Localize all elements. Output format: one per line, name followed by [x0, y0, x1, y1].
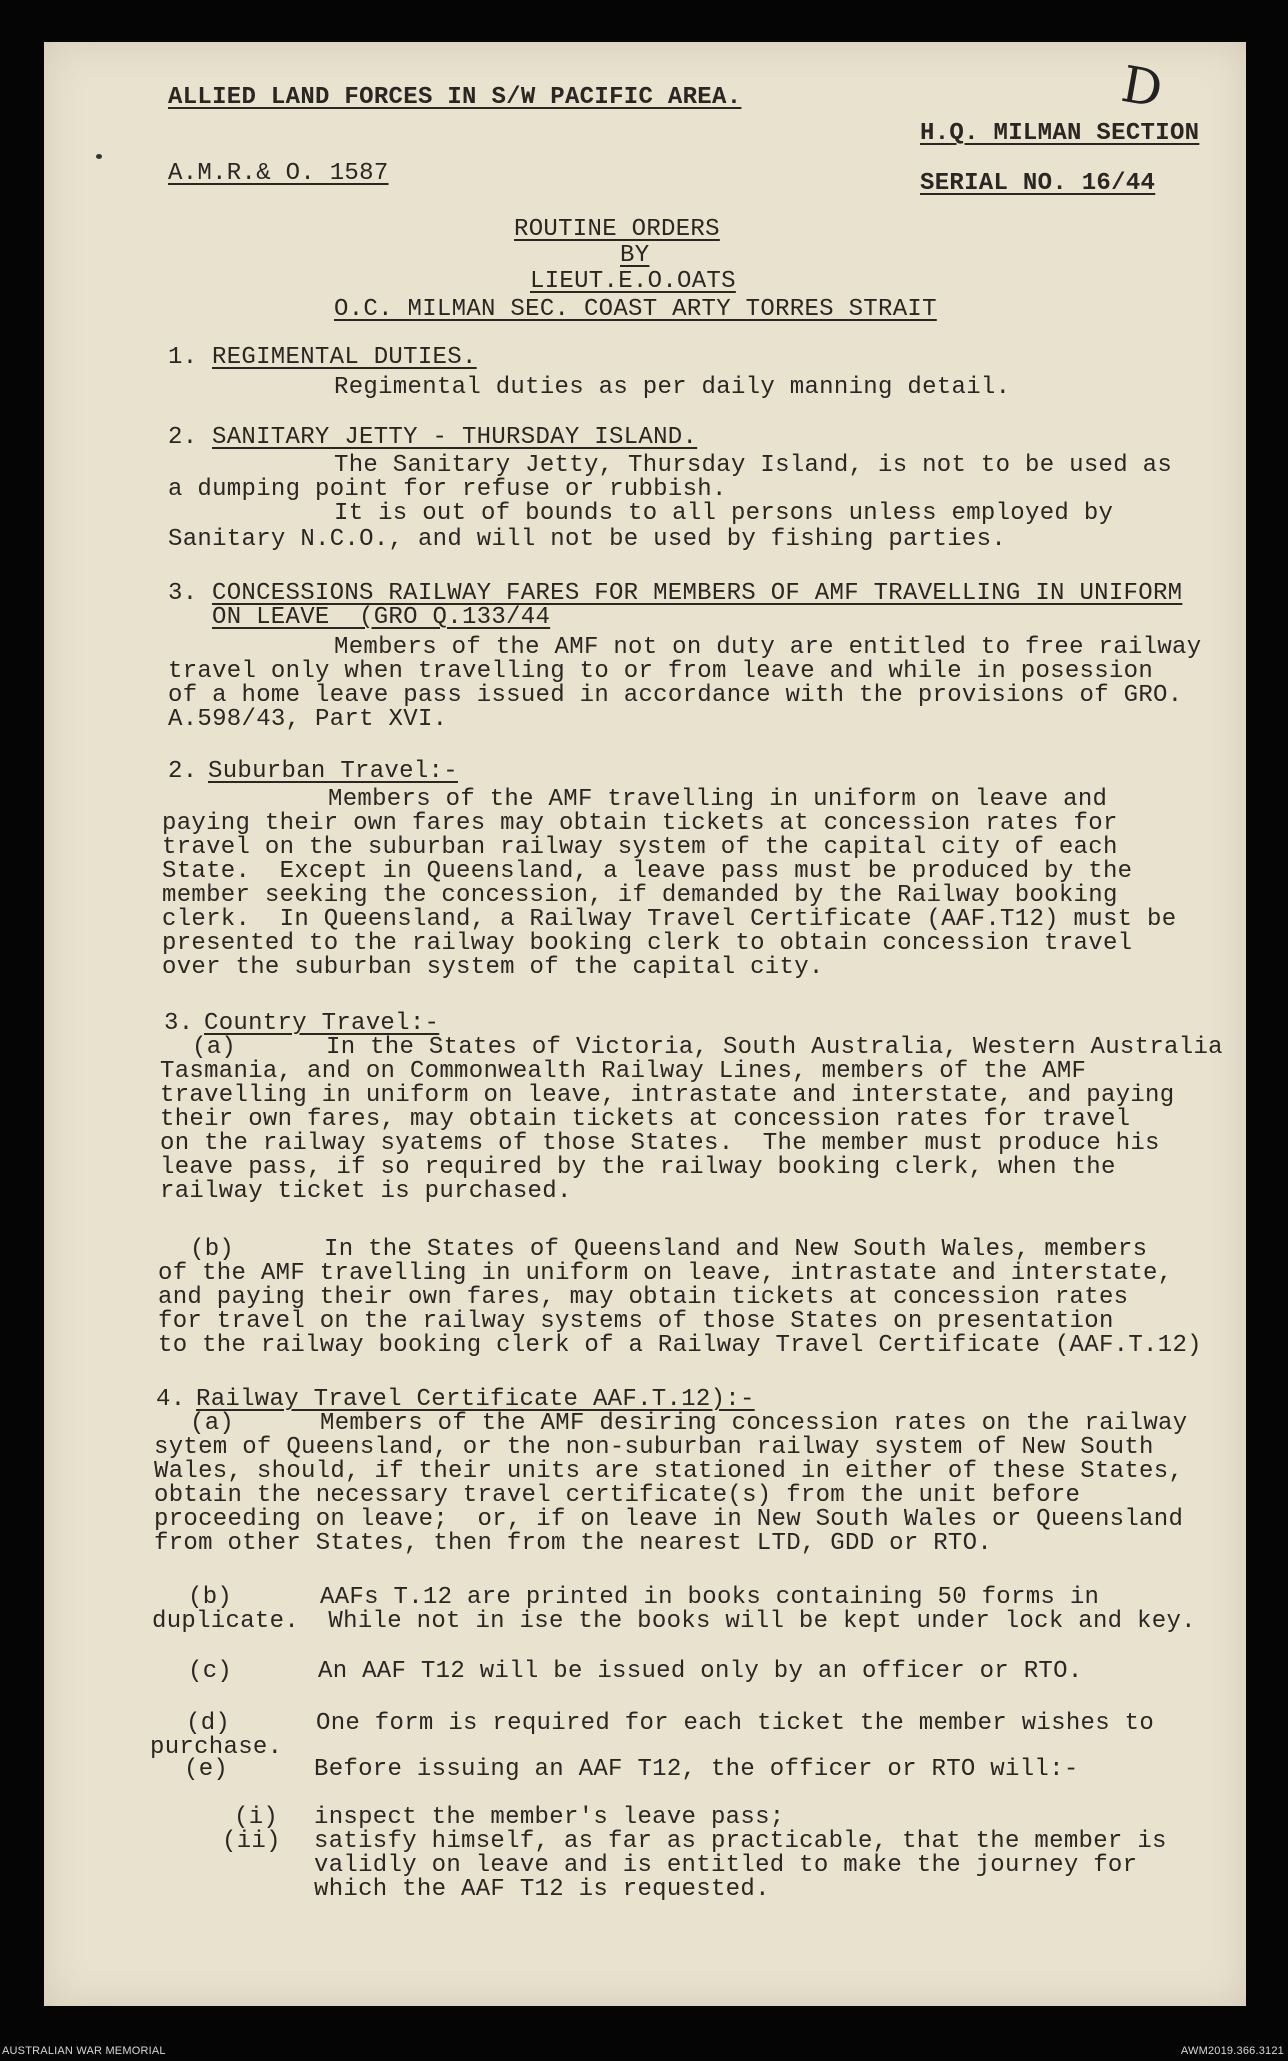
section-2-line: a dumping point for refuse or rubbish. — [168, 476, 727, 503]
section-3-line: Members of the AMF not on duty are entitled to free railway — [334, 634, 1202, 661]
certificate-number: 4. — [156, 1386, 186, 1413]
section-3-title: ON LEAVE (GRO Q.133/44 — [212, 604, 551, 631]
country-b-line: for travel on the railway systems of those States on presentation — [158, 1308, 1114, 1335]
certificate-a-line: from other States, then from the nearest LTD, GDD or RTO. — [154, 1530, 993, 1557]
section-2-number: 2. — [168, 424, 198, 451]
certificate-c-label: (c) — [188, 1658, 233, 1685]
section-2-title: SANITARY JETTY - THURSDAY ISLAND. — [212, 424, 698, 451]
certificate-a-line: obtain the necessary travel certificate(s) from the unit before — [154, 1482, 1081, 1509]
certificate-e-label: (e) — [184, 1756, 229, 1783]
certificate-i-line: inspect the member's leave pass; — [314, 1804, 785, 1831]
section-1-title: REGIMENTAL DUTIES. — [212, 344, 477, 371]
section-1-text: Regimental duties as per daily manning detail. — [334, 374, 1011, 401]
title-line-2: BY — [620, 242, 650, 269]
suburban-line: State. Except in Queensland, a leave pass must be produced by the — [162, 858, 1133, 885]
footer-institution: AUSTRALIAN WAR MEMORIAL — [2, 2045, 166, 2057]
certificate-d-line: purchase. — [150, 1734, 283, 1761]
country-b-label: (b) — [190, 1236, 235, 1263]
suburban-line: clerk. In Queensland, a Railway Travel Certificate (AAF.T12) must be — [162, 906, 1177, 933]
section-1-number: 1. — [168, 344, 198, 371]
country-a-line: In the States of Victoria, South Australia, Western Australia — [326, 1034, 1223, 1061]
org-heading: ALLIED LAND FORCES IN S/W PACIFIC AREA. — [168, 84, 742, 111]
certificate-d-line: One form is required for each ticket the member wishes to — [316, 1710, 1155, 1737]
certificate-a-line: Wales, should, if their units are stationed in either of these States, — [154, 1458, 1184, 1485]
certificate-b-line: duplicate. While not in ise the books will be kept under lock and key. — [152, 1608, 1196, 1635]
section-3-line: of a home leave pass issued in accordance with the provisions of GRO. — [168, 682, 1183, 709]
country-number: 3. — [164, 1010, 194, 1037]
footer-accession-number: AWM2019.366.3121 — [1180, 2045, 1284, 2057]
country-b-line: and paying their own fares, may obtain tickets at concession rates — [158, 1284, 1129, 1311]
section-3-number: 3. — [168, 580, 198, 607]
handwritten-mark: D — [1117, 54, 1167, 120]
section-3-title: CONCESSIONS RAILWAY FARES FOR MEMBERS OF AMF TRAVELLING IN UNIFORM — [212, 580, 1183, 607]
certificate-ii-line: satisfy himself, as far as practicable, that the member is — [314, 1828, 1167, 1855]
document-page — [44, 42, 1246, 2006]
country-title: Country Travel:- — [204, 1010, 440, 1037]
suburban-line: presented to the railway booking clerk to obtain concession travel — [162, 930, 1133, 957]
suburban-line: paying their own fares may obtain tickets at concession rates for — [162, 810, 1118, 837]
amr-reference: A.M.R.& O. 1587 — [168, 160, 389, 187]
suburban-line: travel on the suburban railway system of the capital city of each — [162, 834, 1118, 861]
certificate-e-line: Before issuing an AAF T12, the officer or RTO will:- — [314, 1756, 1079, 1783]
certificate-a-label: (a) — [190, 1410, 235, 1437]
section-2-line: It is out of bounds to all persons unless employed by — [334, 500, 1114, 527]
title-line-3: LIEUT.E.O.OATS — [530, 268, 736, 295]
certificate-i-label: (i) — [234, 1804, 279, 1831]
suburban-line: over the suburban system of the capital city. — [162, 954, 824, 981]
certificate-d-label: (d) — [186, 1710, 231, 1737]
certificate-ii-label: (ii) — [222, 1828, 281, 1855]
certificate-b-line: AAFs T.12 are printed in books containing 50 forms in — [320, 1584, 1100, 1611]
suburban-number: 2. — [168, 758, 198, 785]
country-a-line: railway ticket is purchased. — [160, 1178, 572, 1205]
certificate-ii-line: which the AAF T12 is requested. — [314, 1876, 770, 1903]
section-2-line: Sanitary N.C.O., and will not be used by fishing parties. — [168, 526, 1007, 553]
country-a-line: leave pass, if so required by the railway booking clerk, when the — [160, 1154, 1116, 1181]
title-line-1: ROUTINE ORDERS — [514, 216, 720, 243]
certificate-a-line: Members of the AMF desiring concession rates on the railway — [320, 1410, 1188, 1437]
suburban-line: member seeking the concession, if demanded by the Railway booking — [162, 882, 1118, 909]
country-a-line: Tasmania, and on Commonwealth Railway Lines, members of the AMF — [160, 1058, 1087, 1085]
certificate-b-label: (b) — [188, 1584, 233, 1611]
serial-number: SERIAL NO. 16/44 — [920, 170, 1156, 197]
section-2-line: The Sanitary Jetty, Thursday Island, is not to be used as — [334, 452, 1173, 479]
country-a-label: (a) — [192, 1034, 237, 1061]
certificate-a-line: proceeding on leave; or, if on leave in New South Wales or Queensland — [154, 1506, 1184, 1533]
suburban-line: Members of the AMF travelling in uniform on leave and — [328, 786, 1108, 813]
country-b-line: In the States of Queensland and New South Wales, members — [324, 1236, 1148, 1263]
title-line-4: O.C. MILMAN SEC. COAST ARTY TORRES STRAIT — [334, 296, 937, 323]
country-b-line: of the AMF travelling in uniform on leave, intrastate and interstate, — [158, 1260, 1173, 1287]
suburban-title: Suburban Travel:- — [208, 758, 458, 785]
certificate-ii-line: validly on leave and is entitled to make the journey for — [314, 1852, 1138, 1879]
certificate-a-line: sytem of Queensland, or the non-suburban railway system of New South — [154, 1434, 1154, 1461]
country-b-line: to the railway booking clerk of a Railway Travel Certificate (AAF.T.12) — [158, 1332, 1202, 1359]
country-a-line: travelling in uniform on leave, intrastate and interstate, and paying — [160, 1082, 1175, 1109]
ink-dot — [96, 154, 102, 159]
section-3-line: A.598/43, Part XVI. — [168, 706, 448, 733]
certificate-title: Railway Travel Certificate AAF.T.12):- — [196, 1386, 755, 1413]
hq-heading: H.Q. MILMAN SECTION — [920, 120, 1200, 147]
section-3-line: travel only when travelling to or from leave and while in posession — [168, 658, 1154, 685]
country-a-line: their own fares, may obtain tickets at concession rates for travel — [160, 1106, 1131, 1133]
certificate-c-line: An AAF T12 will be issued only by an officer or RTO. — [318, 1658, 1083, 1685]
country-a-line: on the railway syatems of those States. The member must produce his — [160, 1130, 1160, 1157]
